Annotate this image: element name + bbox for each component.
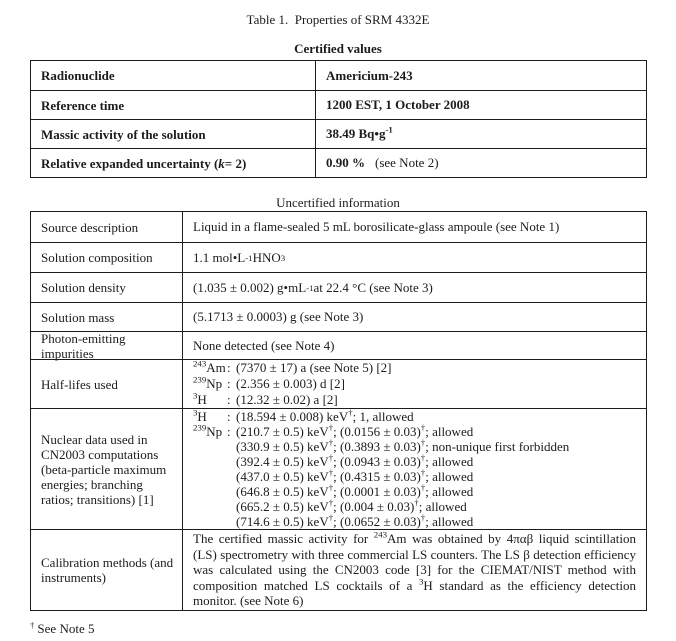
row-value: Liquid in a flame-sealed 5 mL borosilicate-glass ampoule (see Note 1) bbox=[193, 219, 560, 234]
table-row bbox=[31, 90, 646, 119]
certified-heading: Certified values bbox=[294, 41, 382, 56]
table-row-nuclear-data bbox=[31, 408, 646, 529]
nuclear-data-value: (714.6 ± 0.5) keV†; (0.0652 ± 0.03)†; allowed bbox=[236, 512, 474, 529]
row-value: None detected (see Note 4) bbox=[193, 337, 335, 353]
nuclear-data-value: (646.8 ± 0.5) keV†; (0.0001 ± 0.03)†; allowed bbox=[236, 482, 474, 499]
table-row bbox=[31, 212, 646, 242]
table-row bbox=[31, 119, 646, 148]
half-life-value: (7370 ± 17) a (see Note 5) [2] bbox=[236, 360, 392, 375]
row-value: 1.1 mol•L -1 HNO 3 bbox=[193, 249, 286, 265]
nuclide: $^{243}$Am bbox=[193, 358, 226, 375]
nuclide: $^{239}$Np bbox=[193, 374, 223, 391]
row-label: Radionuclide bbox=[31, 61, 316, 90]
row-label: Nuclear data used in CN2003 computations (beta-particle maximum energies; branching ratios; transitions) [1] bbox=[31, 409, 183, 529]
doc-title: Table 1. Properties of SRM 4332E bbox=[246, 12, 430, 27]
half-life-value: (2.356 ± 0.003) d [2] bbox=[236, 376, 345, 391]
nuclear-data-line bbox=[193, 514, 636, 529]
table-row-half-lifes bbox=[31, 359, 646, 408]
nuclear-data-line bbox=[193, 424, 636, 439]
row-label: Photon-emitting impurities bbox=[31, 332, 183, 359]
row-value: 0.90 % bbox=[326, 155, 365, 170]
nuclide: $^3$H bbox=[193, 390, 207, 407]
row-value-cell bbox=[316, 120, 646, 148]
half-life-line bbox=[193, 376, 636, 392]
colon: : bbox=[227, 392, 231, 407]
uncertified-table bbox=[30, 211, 647, 611]
colon: : bbox=[227, 424, 231, 439]
row-value-cell bbox=[183, 360, 646, 408]
table-row bbox=[31, 61, 646, 90]
row-value-cell bbox=[316, 91, 646, 119]
table-row bbox=[31, 331, 646, 359]
nuclide: $^{239}$Np bbox=[193, 422, 223, 439]
colon: : bbox=[227, 360, 231, 375]
row-label: Relative expanded uncertainty ( k = 2) bbox=[31, 149, 316, 177]
row-label: Calibration methods (and instruments) bbox=[31, 530, 183, 610]
row-value: (5.1713 ± 0.0003) g (see Note 3) bbox=[193, 309, 364, 324]
footnote-text: See Note 5 bbox=[37, 621, 95, 636]
table-row bbox=[31, 242, 646, 272]
table-row bbox=[31, 272, 646, 302]
row-value: (1.035 ± 0.002) g•mL -1 at 22.4 °C (see Note 3) bbox=[193, 279, 433, 295]
half-life-line bbox=[193, 392, 636, 408]
row-note: (see Note 2) bbox=[375, 155, 439, 170]
row-label: Solution composition bbox=[31, 243, 183, 272]
nuclear-data-lines bbox=[193, 409, 636, 529]
row-label: Massic activity of the solution bbox=[31, 120, 316, 148]
nuclear-data-value: (210.7 ± 0.5) keV†; (0.0156 ± 0.03)†; allowed bbox=[236, 422, 474, 439]
row-value-cell bbox=[316, 149, 646, 177]
nuclear-data-line bbox=[193, 499, 636, 514]
half-life-value: (12.32 ± 0.02) a [2] bbox=[236, 392, 338, 407]
row-label: Solution density bbox=[31, 273, 183, 302]
row-value-cell bbox=[316, 61, 646, 90]
colon: : bbox=[227, 376, 231, 391]
nuclear-data-line bbox=[193, 454, 636, 469]
certified-table bbox=[30, 60, 647, 178]
row-value: 1200 EST, 1 October 2008 bbox=[326, 97, 470, 112]
table-row-calibration bbox=[31, 529, 646, 610]
nuclear-data-value: (18.594 ± 0.008) keV†; 1, allowed bbox=[236, 407, 414, 424]
nuclear-data-value: (330.9 ± 0.5) keV†; (0.3893 ± 0.03)†; non-unique first forbidden bbox=[236, 437, 570, 454]
nuclear-data-value: (392.4 ± 0.5) keV†; (0.0943 ± 0.03)†; allowed bbox=[236, 452, 474, 469]
row-value-cell bbox=[183, 530, 646, 610]
nuclear-data-line bbox=[193, 409, 636, 424]
half-life-lines bbox=[193, 360, 636, 408]
row-label: Half-lifes used bbox=[31, 360, 183, 408]
colon: : bbox=[227, 409, 231, 424]
nuclide: $^3$H bbox=[193, 407, 207, 424]
dagger-icon: † bbox=[30, 619, 35, 630]
row-value-cell bbox=[183, 409, 646, 529]
calibration-text: The certified massic activity for $^{243}$Am was obtained by 4παβ liquid scintillation (LS) spectrometry with three commercial LS counters. The LS β detection efficiency was calculated using the CN2003 code [3] for the CIEMAT/NIST method with composition matched LS cocktails of a $^3$H standard as the efficiency detection monitor. (see Note 6) bbox=[193, 529, 636, 609]
half-life-line bbox=[193, 360, 636, 376]
nuclear-data-line bbox=[193, 439, 636, 454]
footnote bbox=[30, 621, 94, 637]
nuclear-data-value: (665.2 ± 0.5) keV†; (0.004 ± 0.03)†; allowed bbox=[236, 497, 467, 514]
nuclear-data-value: (437.0 ± 0.5) keV†; (0.4315 ± 0.03)†; allowed bbox=[236, 467, 474, 484]
row-label: Solution mass bbox=[31, 303, 183, 331]
row-label: Source description bbox=[31, 212, 183, 242]
row-value: 38.49 $Bq•g^{-1}$ bbox=[326, 124, 393, 141]
row-value: Americium-243 bbox=[326, 67, 413, 83]
table-row bbox=[31, 302, 646, 331]
nuclear-data-line bbox=[193, 469, 636, 484]
row-label: Reference time bbox=[31, 91, 316, 119]
table-row bbox=[31, 148, 646, 177]
uncertified-heading: Uncertified information bbox=[276, 195, 400, 210]
